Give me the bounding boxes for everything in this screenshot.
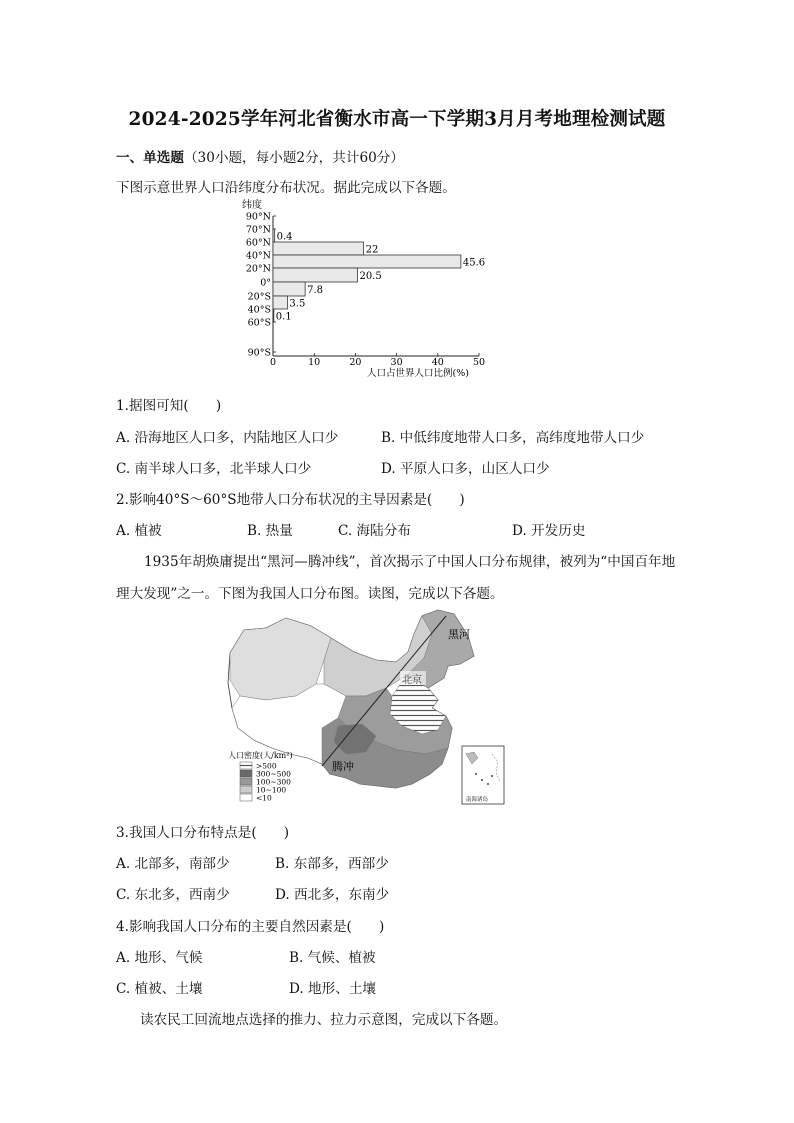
q1-option-c[interactable]: C. 南半球人口多，北半球人口少 [116, 461, 312, 477]
legend-label: <10 [256, 793, 272, 803]
q3-option-b[interactable]: B. 东部多，西部少 [275, 856, 389, 872]
q2-option-d[interactable]: D. 开发历史 [512, 523, 586, 539]
x-tick-label: 0 [269, 357, 277, 368]
q1-option-a[interactable]: A. 沿海地区人口多，内陆地区人口少 [116, 430, 339, 446]
bar [273, 268, 357, 282]
legend-label: 100~300 [256, 777, 291, 787]
bar [273, 242, 364, 255]
intro-text-2-line2: 理大发现”之一。下图为我国人口分布图。读图，完成以下各题。 [116, 586, 504, 602]
q4-option-d[interactable]: D. 地形、土壤 [289, 981, 377, 997]
south-china-sea-inset [462, 746, 504, 804]
legend-swatch-300-500 [240, 770, 252, 777]
latitude-label: 70°N [245, 224, 271, 236]
legend-label: 10~100 [256, 785, 287, 795]
latitude-label: 90°N [245, 211, 271, 223]
q2-option-a[interactable]: A. 植被 [116, 523, 162, 539]
section-header [116, 146, 404, 166]
legend-title: 人口密度(人/km²) [228, 751, 293, 760]
intro-text-1: 下图示意世界人口沿纬度分布状况。据此完成以下各题。 [116, 180, 456, 196]
q3-stem: 3.我国人口分布特点是( ) [116, 825, 290, 841]
latitude-label: 0° [260, 277, 271, 289]
latitude-label: 40°N [245, 250, 271, 262]
q2-option-b[interactable]: B. 热量 [247, 523, 293, 539]
x-tick-label: 20 [349, 357, 362, 368]
intro-text-3: 读农民工回流地点选择的推力、拉力示意图，完成以下各题。 [140, 1012, 508, 1028]
bar-value-label: 22 [365, 244, 379, 256]
q1-option-d[interactable]: D. 平原人口多，山区人口少 [381, 461, 550, 477]
latitude-population-chart [236, 196, 506, 386]
section-note: （30小题，每小题2分，共计60分） [183, 150, 404, 166]
legend-swatch-lt10 [240, 794, 252, 801]
legend-label: >500 [256, 761, 277, 771]
legend-swatch-100-300 [240, 778, 252, 785]
label-beijing: 北京 [402, 675, 422, 686]
q4-stem: 4.影响我国人口分布的主要自然因素是( ) [116, 919, 385, 935]
intro-text-2-line1: 1935年胡焕庸提出“黑河—腾冲线”，首次揭示了中国人口分布规律，被列为“中国百年地 [144, 554, 676, 570]
q4-option-a[interactable]: A. 地形、气候 [116, 950, 203, 966]
latitude-label: 60°N [245, 237, 271, 249]
legend-label: 300~500 [256, 769, 291, 779]
section-heading: 一、单选题 [116, 150, 184, 166]
latitude-label: 60°S [247, 317, 271, 329]
latitude-tick-labels [246, 212, 276, 359]
x-tick-label: 50 [472, 357, 486, 368]
bar-value-label: 0.1 [275, 311, 292, 323]
bar-value-label: 45.6 [462, 257, 486, 269]
x-tick-label: 10 [308, 357, 321, 368]
label-heihe: 黑河 [448, 628, 470, 641]
bar-value-label: 3.5 [289, 298, 306, 310]
chart-bars [273, 229, 485, 323]
chart-ylabel: 纬度 [242, 200, 262, 211]
latitude-label: 20°N [245, 263, 271, 275]
legend-swatch-gt500 [240, 762, 252, 769]
latitude-label: 90°S [247, 347, 271, 359]
page-title: 2024-2025学年河北省衡水市高一下学期3月月考地理检测试题 [128, 109, 666, 130]
x-tick-label: 40 [431, 357, 444, 368]
q2-option-c[interactable]: C. 海陆分布 [338, 523, 411, 539]
q1-stem: 1.据图可知( ) [116, 398, 222, 414]
q4-option-c[interactable]: C. 植被、土壤 [116, 981, 203, 997]
bar [273, 229, 275, 242]
latitude-label: 40°S [247, 304, 271, 316]
china-population-map [226, 608, 516, 808]
bar [273, 309, 274, 322]
q1-option-b[interactable]: B. 中低纬度地带人口多，高纬度地带人口少 [381, 430, 645, 446]
q3-option-d[interactable]: D. 西北多，东南少 [275, 887, 390, 903]
bar [273, 296, 287, 309]
label-tengchong: 腾冲 [332, 760, 354, 773]
q2-stem: 2.影响40°S～60°S地带人口分布状况的主导因素是( ) [116, 492, 465, 508]
map-legend [240, 762, 291, 803]
bar [273, 282, 305, 296]
legend-swatch-10-100 [240, 786, 252, 793]
bar-value-label: 0.4 [276, 231, 293, 243]
bar-value-label: 20.5 [359, 271, 382, 282]
x-tick-labels [270, 353, 485, 368]
q4-option-b[interactable]: B. 气候、植被 [289, 950, 376, 966]
inset-caption: 南海诸岛 [466, 797, 489, 803]
latitude-label: 20°S [247, 291, 271, 303]
chart-xlabel: 人口占世界人口比例(%) [367, 368, 469, 379]
x-tick-label: 30 [390, 357, 403, 368]
bar [273, 255, 461, 268]
q3-option-a[interactable]: A. 北部多，南部少 [116, 856, 230, 872]
bar-value-label: 7.8 [307, 285, 324, 296]
q3-option-c[interactable]: C. 东北多，西南少 [116, 887, 230, 903]
